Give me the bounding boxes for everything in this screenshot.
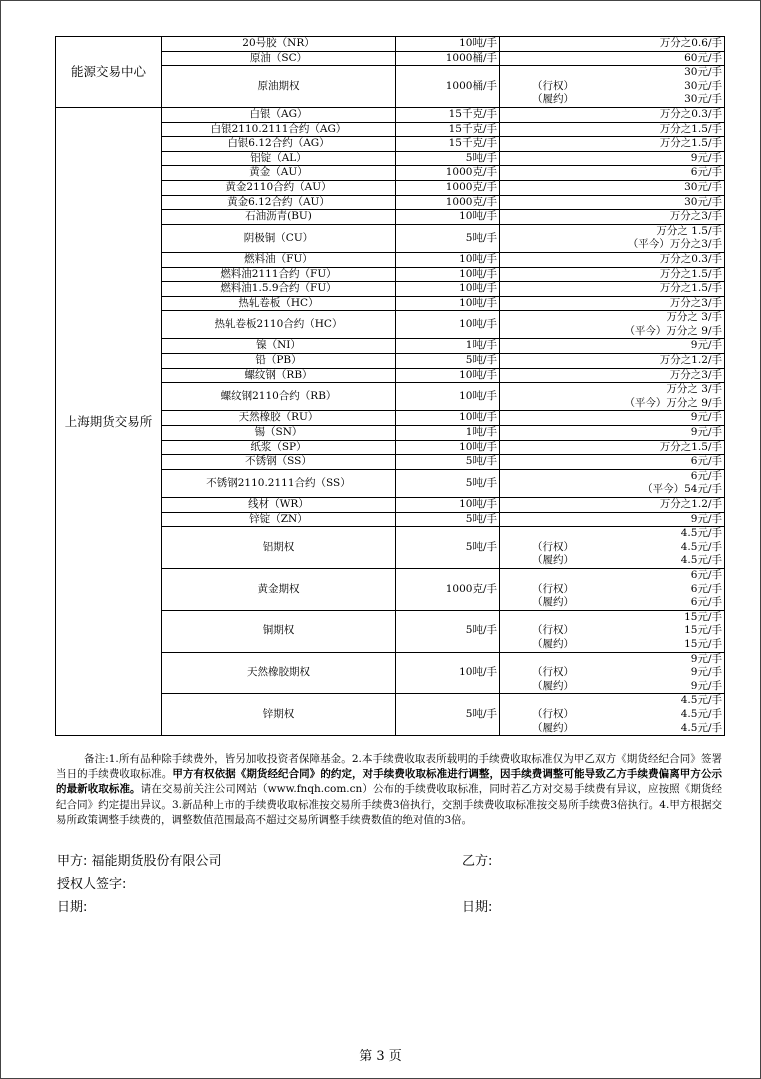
- fee-cell: [500, 610, 725, 652]
- fee-row: [56, 37, 725, 52]
- fee-value: 9元/手: [690, 411, 722, 424]
- fee-cell: [500, 224, 725, 252]
- product-name: 燃料油2111合约（FU）: [162, 267, 396, 282]
- fee-line: [502, 722, 722, 736]
- product-name: 黄金6.12合约（AU）: [162, 195, 396, 210]
- fee-cell: [500, 469, 725, 497]
- fee-line: [502, 152, 722, 166]
- fee-line: [502, 196, 722, 210]
- fee-value: 万分之3/手: [669, 210, 722, 223]
- product-name: 天然橡胶（RU）: [162, 411, 396, 426]
- fee-line: [502, 137, 722, 151]
- fee-value: 6元/手: [690, 568, 722, 581]
- product-name: 纸浆（SP）: [162, 440, 396, 455]
- fee-line: [502, 339, 722, 353]
- fee-value: 4.5元/手: [680, 554, 722, 567]
- fee-line: [502, 66, 722, 80]
- fee-line: [502, 638, 722, 652]
- product-name: 螺纹钢2110合约（RB）: [162, 383, 396, 411]
- product-name: 20号胶（NR）: [162, 37, 396, 52]
- trading-unit: 5吨/手: [396, 224, 500, 252]
- fee-table-body: [56, 37, 725, 736]
- fee-line: [502, 653, 722, 667]
- fee-value: 30元/手: [684, 93, 722, 106]
- fee-line: [502, 108, 722, 122]
- party-b-label: 乙方:: [462, 854, 493, 869]
- fee-type-label: （履约）: [532, 637, 574, 650]
- fee-line: [502, 498, 722, 512]
- fee-cell: [500, 107, 725, 122]
- fee-line: [502, 311, 722, 325]
- fee-type-label: （行权）: [532, 624, 574, 637]
- fee-value: 万分之3/手: [669, 368, 722, 381]
- fee-value: 4.5元/手: [680, 527, 722, 540]
- product-name: 天然橡胶期权: [162, 652, 396, 694]
- fee-line: [502, 123, 722, 137]
- fee-cell: [500, 122, 725, 137]
- page-number: 第 3 页: [359, 1049, 402, 1064]
- fee-cell: [500, 455, 725, 470]
- fee-value: 4.5元/手: [680, 721, 722, 734]
- exchange-name: 能源交易中心: [56, 37, 162, 108]
- trading-unit: 10吨/手: [396, 37, 500, 52]
- product-name: 黄金期权: [162, 568, 396, 610]
- remarks-part-2: 请在交易前关注公司网站（www.fnqh.com.cn）公布的手续费收取标准，同时若乙方对交易手续费有异议，应按照《期货经纪合同》约定提出异议。3.新品种上市的手续费收取标准按交易所手续费3倍执行，交割手续费收取标准按交易所手续费3倍执行。4.甲方根据交易所政策调整手续费的，调整数值范围最高不超过交易所调整手续费数值的绝对值的3倍。: [56, 783, 723, 826]
- fee-line: [502, 483, 722, 497]
- fee-line: [502, 680, 722, 694]
- fee-value: 万分之1.2/手: [659, 498, 722, 510]
- product-name: 线材（WR）: [162, 498, 396, 513]
- fee-line: [502, 369, 722, 383]
- fee-cell: [500, 512, 725, 527]
- product-name: 铜期权: [162, 610, 396, 652]
- trading-unit: 1000克/手: [396, 568, 500, 610]
- fee-value: （平今）万分之 9/手: [624, 324, 722, 337]
- fee-cell: [500, 151, 725, 166]
- fee-value: 9元/手: [690, 339, 722, 352]
- trading-unit: 5吨/手: [396, 512, 500, 527]
- product-name: 白银2110.2111合约（AG）: [162, 122, 396, 137]
- trading-unit: 5吨/手: [396, 694, 500, 736]
- remarks-part-1: 备注:1.所有品种除手续费外，皆另加收投资者保障基金。2.本手续费收取表所载明的手续费收取标准仅为甲乙双方《期货经纪合同》签署当日的手续费收取标准。: [56, 753, 722, 781]
- fee-value: 4.5元/手: [680, 694, 722, 707]
- trading-unit: 10吨/手: [396, 282, 500, 297]
- trading-unit: 1000桶/手: [396, 51, 500, 66]
- fee-value: 6元/手: [690, 166, 722, 179]
- fee-value: 6元/手: [690, 582, 722, 595]
- fee-value: 15元/手: [684, 637, 722, 650]
- fee-value: 万分之1.5/手: [659, 122, 722, 135]
- fee-cell: [500, 51, 725, 66]
- fee-cell: [500, 694, 725, 736]
- product-name: 不锈钢（SS）: [162, 455, 396, 470]
- fee-line: [502, 694, 722, 708]
- fee-cell: [500, 210, 725, 225]
- fee-line: [502, 268, 722, 282]
- fee-type-label: （行权）: [532, 666, 574, 679]
- fee-value: （平今）万分之3/手: [627, 238, 722, 251]
- trading-unit: 5吨/手: [396, 610, 500, 652]
- party-a-label: 甲方: 福能期货股份有限公司: [57, 854, 222, 869]
- product-name: 燃料油（FU）: [162, 252, 396, 267]
- fee-value: 万分之1.5/手: [659, 440, 722, 453]
- fee-line: [502, 513, 722, 527]
- remarks-note: [56, 752, 722, 828]
- fee-line: [502, 325, 722, 339]
- fee-cell: [500, 37, 725, 52]
- fee-cell: [500, 166, 725, 181]
- fee-cell: [500, 66, 725, 108]
- fee-type-label: （履约）: [532, 721, 574, 734]
- product-name: 热轧卷板2110合约（HC）: [162, 311, 396, 339]
- fee-line: [502, 37, 722, 51]
- product-name: 黄金（AU）: [162, 166, 396, 181]
- fee-line: [502, 527, 722, 541]
- product-name: 热轧卷板（HC）: [162, 296, 396, 311]
- remarks-bold-clause: 甲方有权依据《期货经纪合同》的约定，对手续费收取标准进行调整，因手续费调整可能导致乙方手续费偏离甲方公示的最新收取标准。: [56, 768, 723, 796]
- fee-cell: [500, 252, 725, 267]
- product-name: 不锈钢2110.2111合约（SS）: [162, 469, 396, 497]
- fee-value: 9元/手: [690, 679, 722, 692]
- fee-line: [502, 52, 722, 66]
- fee-line: [502, 708, 722, 722]
- trading-unit: 15千克/手: [396, 122, 500, 137]
- fee-value: （平今）万分之 9/手: [624, 396, 722, 409]
- fee-line: [502, 411, 722, 425]
- fee-table: [55, 36, 725, 736]
- fee-line: [502, 455, 722, 469]
- authorized-signature-label: 授权人签字:: [57, 877, 127, 892]
- fee-line: [502, 397, 722, 411]
- fee-line: [502, 225, 722, 239]
- trading-unit: 10吨/手: [396, 368, 500, 383]
- fee-value: 30元/手: [684, 195, 722, 208]
- fee-cell: [500, 282, 725, 297]
- party-b-date-label: 日期:: [462, 900, 493, 915]
- trading-unit: 1000克/手: [396, 166, 500, 181]
- fee-value: 万分之1.5/手: [659, 137, 722, 150]
- fee-cell: [500, 354, 725, 369]
- fee-value: （平今）54元/手: [642, 483, 722, 496]
- fee-cell: [500, 180, 725, 195]
- trading-unit: 10吨/手: [396, 498, 500, 513]
- fee-line: [502, 210, 722, 224]
- fee-value: 9元/手: [690, 666, 722, 679]
- fee-line: [502, 297, 722, 311]
- trading-unit: 5吨/手: [396, 469, 500, 497]
- fee-cell: [500, 339, 725, 354]
- product-name: 黄金2110合约（AU）: [162, 180, 396, 195]
- fee-line: [502, 354, 722, 368]
- product-name: 铅（PB）: [162, 354, 396, 369]
- product-name: 铝锭（AL）: [162, 151, 396, 166]
- exchange-name: 上海期货交易所: [56, 107, 162, 735]
- trading-unit: 5吨/手: [396, 354, 500, 369]
- trading-unit: 15千克/手: [396, 107, 500, 122]
- fee-line: [502, 554, 722, 568]
- fee-line: [502, 611, 722, 625]
- trading-unit: 10吨/手: [396, 652, 500, 694]
- fee-value: 9元/手: [690, 426, 722, 439]
- fee-value: 万分之1.5/手: [659, 282, 722, 295]
- fee-value: 4.5元/手: [680, 540, 722, 553]
- fee-value: 9元/手: [690, 512, 722, 525]
- fee-value: 60元/手: [684, 51, 722, 64]
- fee-value: 万分之 3/手: [666, 383, 722, 396]
- fee-value: 6元/手: [690, 596, 722, 609]
- fee-value: 万分之3/手: [669, 296, 722, 309]
- trading-unit: 1000桶/手: [396, 66, 500, 108]
- fee-value: 30元/手: [684, 66, 722, 79]
- fee-type-label: （行权）: [532, 540, 574, 553]
- fee-line: [502, 541, 722, 555]
- fee-value: 30元/手: [684, 79, 722, 92]
- fee-value: 万分之0.3/手: [659, 107, 722, 120]
- product-name: 镍（NI）: [162, 339, 396, 354]
- fee-cell: [500, 368, 725, 383]
- trading-unit: 10吨/手: [396, 440, 500, 455]
- fee-line: [502, 383, 722, 397]
- fee-row: [56, 107, 725, 122]
- product-name: 白银6.12合约（AG）: [162, 137, 396, 152]
- fee-value: 万分之 3/手: [666, 311, 722, 324]
- fee-value: 9元/手: [690, 151, 722, 164]
- fee-cell: [500, 652, 725, 694]
- trading-unit: 10吨/手: [396, 252, 500, 267]
- trading-unit: 5吨/手: [396, 151, 500, 166]
- fee-cell: [500, 296, 725, 311]
- fee-line: [502, 166, 722, 180]
- fee-line: [502, 441, 722, 455]
- fee-line: [502, 596, 722, 610]
- trading-unit: 15千克/手: [396, 137, 500, 152]
- fee-value: 6元/手: [690, 469, 722, 482]
- fee-cell: [500, 195, 725, 210]
- fee-type-label: （行权）: [532, 582, 574, 595]
- fee-line: [502, 624, 722, 638]
- product-name: 锌期权: [162, 694, 396, 736]
- product-name: 原油期权: [162, 66, 396, 108]
- party-a-date-label: 日期:: [57, 900, 88, 915]
- fee-cell: [500, 311, 725, 339]
- fee-line: [502, 569, 722, 583]
- fee-value: 万分之1.2/手: [659, 354, 722, 367]
- product-name: 原油（SC）: [162, 51, 396, 66]
- fee-line: [502, 282, 722, 296]
- trading-unit: 1000克/手: [396, 180, 500, 195]
- trading-unit: 5吨/手: [396, 455, 500, 470]
- fee-value: 9元/手: [690, 652, 722, 665]
- fee-line: [502, 181, 722, 195]
- trading-unit: 10吨/手: [396, 411, 500, 426]
- fee-cell: [500, 267, 725, 282]
- fee-value: 万分之0.3/手: [659, 252, 722, 265]
- fee-type-label: （履约）: [532, 596, 574, 609]
- fee-value: 15元/手: [684, 610, 722, 623]
- trading-unit: 10吨/手: [396, 383, 500, 411]
- fee-cell: [500, 383, 725, 411]
- trading-unit: 10吨/手: [396, 267, 500, 282]
- fee-cell: [500, 137, 725, 152]
- fee-cell: [500, 411, 725, 426]
- trading-unit: 1吨/手: [396, 339, 500, 354]
- fee-line: [502, 93, 722, 107]
- fee-line: [502, 238, 722, 252]
- trading-unit: 10吨/手: [396, 210, 500, 225]
- product-name: 白银（AG）: [162, 107, 396, 122]
- product-name: 燃料油1.5.9合约（FU）: [162, 282, 396, 297]
- fee-value: 万分之1.5/手: [659, 267, 722, 280]
- fee-line: [502, 666, 722, 680]
- fee-line: [502, 80, 722, 94]
- fee-line: [502, 470, 722, 484]
- fee-cell: [500, 498, 725, 513]
- product-name: 锡（SN）: [162, 426, 396, 441]
- product-name: 锌锭（ZN）: [162, 512, 396, 527]
- fee-value: 6元/手: [690, 455, 722, 468]
- trading-unit: 1吨/手: [396, 426, 500, 441]
- fee-line: [502, 253, 722, 267]
- fee-value: 15元/手: [684, 624, 722, 637]
- fee-type-label: （履约）: [532, 93, 574, 106]
- trading-unit: 10吨/手: [396, 296, 500, 311]
- fee-value: 4.5元/手: [680, 707, 722, 720]
- fee-value: 万分之0.6/手: [659, 37, 722, 49]
- product-name: 螺纹钢（RB）: [162, 368, 396, 383]
- product-name: 阴极铜（CU）: [162, 224, 396, 252]
- fee-cell: [500, 440, 725, 455]
- product-name: 铝期权: [162, 527, 396, 569]
- fee-value: 万分之 1.5/手: [656, 224, 722, 237]
- fee-type-label: （行权）: [532, 79, 574, 92]
- fee-value: 30元/手: [684, 180, 722, 193]
- fee-cell: [500, 527, 725, 569]
- product-name: 石油沥青(BU): [162, 210, 396, 225]
- trading-unit: 1000克/手: [396, 195, 500, 210]
- fee-line: [502, 583, 722, 597]
- trading-unit: 10吨/手: [396, 311, 500, 339]
- fee-type-label: （行权）: [532, 707, 574, 720]
- fee-cell: [500, 426, 725, 441]
- fee-cell: [500, 568, 725, 610]
- fee-type-label: （履约）: [532, 679, 574, 692]
- trading-unit: 5吨/手: [396, 527, 500, 569]
- fee-line: [502, 426, 722, 440]
- fee-type-label: （履约）: [532, 554, 574, 567]
